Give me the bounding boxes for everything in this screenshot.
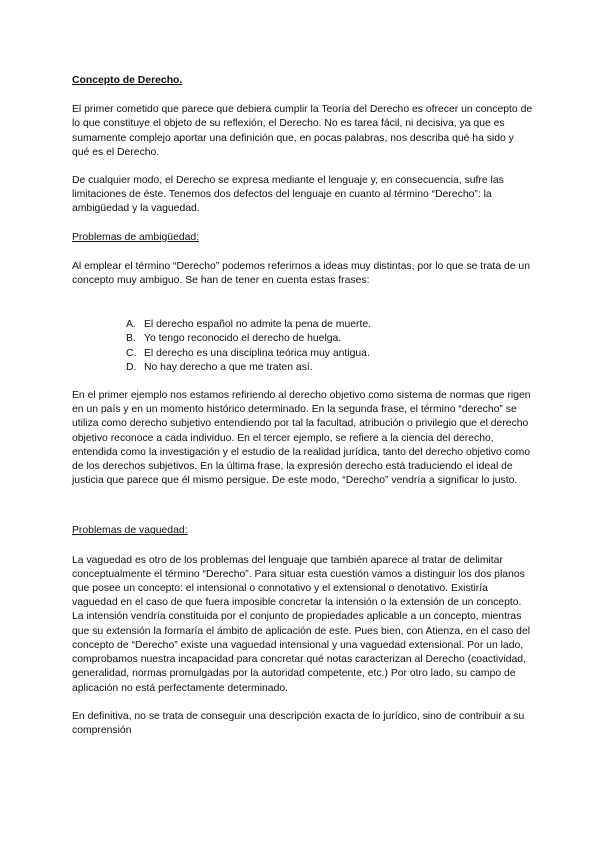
list-item: [126, 318, 534, 332]
paragraph-ambiguity-intro: Al emplear el término “Derecho” podemos referirnos a ideas muy distintas, por lo que se trata de un concepto muy ambiguo. Se han de tener en cuenta estas frases:: [72, 260, 530, 287]
list-item: [126, 347, 534, 361]
heading-ambiguity: Problemas de ambigüedad:: [72, 231, 200, 243]
paragraph-intro: El primer cometido que parece que debiera cumplir la Teoría del Derecho es ofrecer un concepto de lo que constituye el objeto de su reflexión, el Derecho. No es tarea fácil, ni decisiva, ya que es sumamente complejo aportar una definición que, en pocas palabras, nos describa qué ha sido y qué es el Derecho.: [72, 104, 533, 158]
list-item-text: El derecho es una disciplina teórica muy antigua.: [144, 347, 370, 359]
example-phrases-list: [126, 318, 534, 375]
list-item-text: Yo tengo reconocido el derecho de huelga.: [144, 333, 342, 345]
paragraph-language: De cualquier modo, el Derecho se expresa mediante el lenguaje y, en consecuencia, sufre las limitaciones de éste. Tenemos dos defectos del lenguaje en cuanto al término “Derecho”: la ambigüedad y la vaguedad.: [72, 175, 504, 215]
list-item: [126, 361, 534, 375]
list-marker: A.: [126, 319, 136, 331]
list-item-text: No hay derecho a que me traten así.: [144, 361, 313, 373]
list-item-text: El derecho español no admite la pena de muerte.: [144, 319, 372, 331]
list-marker: D.: [126, 361, 137, 373]
heading-vagueness: Problemas de vaguedad:: [72, 525, 188, 537]
list-marker: B.: [126, 333, 136, 345]
page-title: Concepto de Derecho.: [72, 75, 183, 86]
list-item: [126, 332, 534, 346]
list-marker: C.: [126, 347, 137, 359]
paragraph-vagueness: La vaguedad es otro de los problemas del lenguaje que también aparece al tratar de delimitar conceptualmente el término “Derecho”. Para situar esta cuestión vamos a distinguir los dos planos que posee un concepto: el intensional o connotativo y el extensional o denotativo. Existiría vaguedad en el caso de que fuera imposible concretar la intensión o la extensión de un concepto. La intensión vendría constituida por el conjunto de propiedades aplicable a un concepto, mientras que su extensión la formaría el ámbito de aplicación de este. Pues bien, con Atienza, en el caso del concepto de “Derecho” existe una vaguedad intensional y una vaguedad extensional. Por un lado, comprobamos nuestra incapacidad para concretar qué notas caracterizan al Derecho (coactividad, generalidad, normas promulgadas por la autoridad competente, etc.) Por otro lado, su campo de aplicación no está perfectamente determinado.: [72, 554, 531, 694]
paragraph-ambiguity-explanation: En el primer ejemplo nos estamos refiriendo al derecho objetivo como sistema de normas que rigen en un país y en un momento histórico determinado. En la segunda frase, el término “derecho” se utiliza como derecho subjetivo entendiendo por tal la facultad, atribución o privilegio que el derecho objetivo reconoce a cada individuo. En el tercer ejemplo, se refiere a la ciencia del derecho, entendida como la investigación y el estudio de la realidad jurídica, tanto del derecho objetivo como de los derechos subjetivos. En la última frase, la expresión derecho está traduciendo el ideal de justicia que parece que él mismo persigue. De este modo, “Derecho” vendría a significar lo justo.: [72, 390, 531, 487]
paragraph-conclusion: En definitiva, no se trata de conseguir una descripción exacta de lo jurídico, sino de contribuir a su comprensión: [72, 710, 525, 736]
spacer: [72, 502, 534, 524]
